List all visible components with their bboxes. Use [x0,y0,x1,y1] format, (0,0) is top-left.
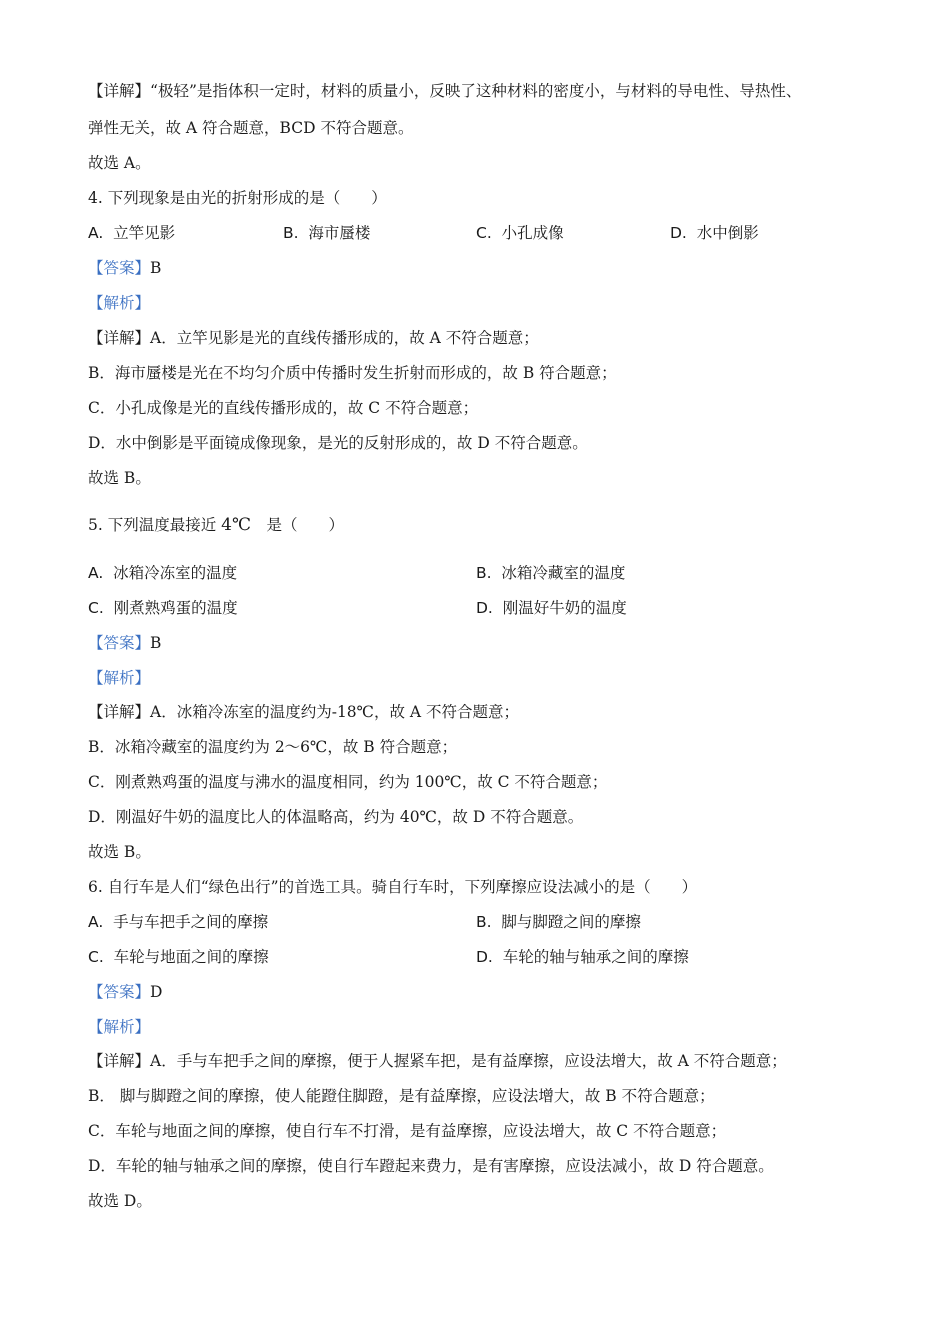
q6-detail-line-3: C．车轮与地面之间的摩擦，使自行车不打滑，是有益摩擦，应设法增大，故 C 不符合题意； [88,1122,727,1140]
q4-stem: 4. 下列现象是由光的折射形成的是（ ） [88,189,387,207]
option-text: 立竿见影 [113,224,176,242]
option-letter: B. [476,564,492,582]
answer-value: D [150,983,163,1001]
q5-detail-line-2: B．冰箱冷藏室的温度约为 2～6℃，故 B 符合题意； [88,738,458,756]
q5-option-b [476,562,625,584]
q4-detail-line-4: D．水中倒影是平面镜成像现象，是光的反射形成的，故 D 不符合题意。 [88,434,588,452]
option-text: 车轮的轴与轴承之间的摩擦 [502,948,689,966]
q6-option-d [476,946,689,968]
option-letter: D. [670,224,687,242]
option-text: 水中倒影 [696,224,759,242]
option-text: 手与车把手之间的摩擦 [113,913,269,931]
q4-analysis-tag: 【解析】 [88,294,151,312]
q6-answer [88,981,162,1003]
q5-answer [88,632,161,654]
option-letter: A. [88,224,104,242]
detail-tag: 【详解】 [88,82,151,100]
q5-option-c [88,597,238,619]
q6-option-b [476,911,641,933]
q5-detail-line-3: C．刚煮熟鸡蛋的温度与沸水的温度相同，约为 100℃，故 C 不符合题意； [88,773,608,791]
answer-tag: 【答案】 [88,983,151,1001]
option-text: 小孔成像 [501,224,564,242]
q3-detail-line-2: 弹性无关，故 A 符合题意，BCD 不符合题意。 [88,119,414,137]
detail-text: A．冰箱冷冻室的温度约为-18℃，故 A 不符合题意； [150,703,520,721]
q6-stem: 6. 自行车是人们“绿色出行”的首选工具。骑自行车时，下列摩擦应设法减小的是（ ） [88,878,698,896]
detail-text: “极轻”是指体积一定时，材料的质量小，反映了这种材料的密度小，与材料的导电性、导热性、 [150,82,802,100]
q3-detail-line-1 [88,80,801,102]
answer-value: B [150,259,162,277]
q3-conclusion: 故选 A。 [88,154,151,172]
detail-tag: 【详解】 [88,1052,151,1070]
q6-conclusion: 故选 D。 [88,1192,152,1210]
option-letter: D. [476,599,493,617]
option-letter: B. [283,224,299,242]
q5-analysis-tag: 【解析】 [88,669,151,687]
option-text: 刚温好牛奶的温度 [502,599,627,617]
answer-tag: 【答案】 [88,259,151,277]
q6-option-c [88,946,269,968]
detail-tag: 【详解】 [88,329,151,347]
option-letter: C. [88,599,104,617]
q4-option-d [670,222,759,244]
option-letter: A. [88,913,104,931]
answer-value: B [150,634,162,652]
q4-option-c [476,222,564,244]
option-text: 车轮与地面之间的摩擦 [113,948,269,966]
q6-option-a [88,911,268,933]
q5-conclusion: 故选 B。 [88,843,151,861]
q4-detail-line-2: B．海市蜃楼是光在不均匀介质中传播时发生折射而形成的，故 B 符合题意； [88,364,617,382]
q5-option-d [476,597,627,619]
option-text: 海市蜃楼 [308,224,371,242]
detail-text: A．立竿见影是光的直线传播形成的，故 A 不符合题意； [150,329,539,347]
stem-text-suffix: 是（ ） [251,516,345,534]
q6-detail-line-1 [88,1050,787,1072]
q6-detail-line-2: B． 脚与脚蹬之间的摩擦，使人能蹬住脚蹬，是有益摩擦，应设法增大，故 B 不符合题意； [88,1087,715,1105]
q6-analysis-tag: 【解析】 [88,1018,151,1036]
q5-option-a [88,562,237,584]
option-letter: B. [476,913,492,931]
option-text: 刚煮熟鸡蛋的温度 [113,599,238,617]
q4-option-b [283,222,370,244]
q5-detail-line-1 [88,701,519,723]
detail-text: A．手与车把手之间的摩擦，便于人握紧车把，是有益摩擦，应设法增大，故 A 不符合题意； [150,1052,787,1070]
q6-detail-line-4: D．车轮的轴与轴承之间的摩擦，使自行车蹬起来费力，是有害摩擦，应设法减小，故 D 符合题意。 [88,1157,774,1175]
option-letter: D. [476,948,493,966]
option-text: 脚与脚蹬之间的摩擦 [501,913,641,931]
q5-stem [88,514,344,536]
stem-text: 5. 下列温度最接近 [88,516,222,534]
q4-detail-line-3: C．小孔成像是光的直线传播形成的，故 C 不符合题意； [88,399,479,417]
option-letter: C. [476,224,492,242]
option-letter: C. [88,948,104,966]
stem-temperature: 4℃ [221,515,251,535]
q4-answer [88,257,161,279]
q5-detail-line-4: D．刚温好牛奶的温度比人的体温略高，约为 40℃，故 D 不符合题意。 [88,808,584,826]
option-letter: A. [88,564,104,582]
q4-option-a [88,222,175,244]
detail-tag: 【详解】 [88,703,151,721]
option-text: 冰箱冷藏室的温度 [501,564,626,582]
option-text: 冰箱冷冻室的温度 [113,564,238,582]
q4-conclusion: 故选 B。 [88,469,151,487]
q4-detail-line-1 [88,327,539,349]
answer-tag: 【答案】 [88,634,151,652]
